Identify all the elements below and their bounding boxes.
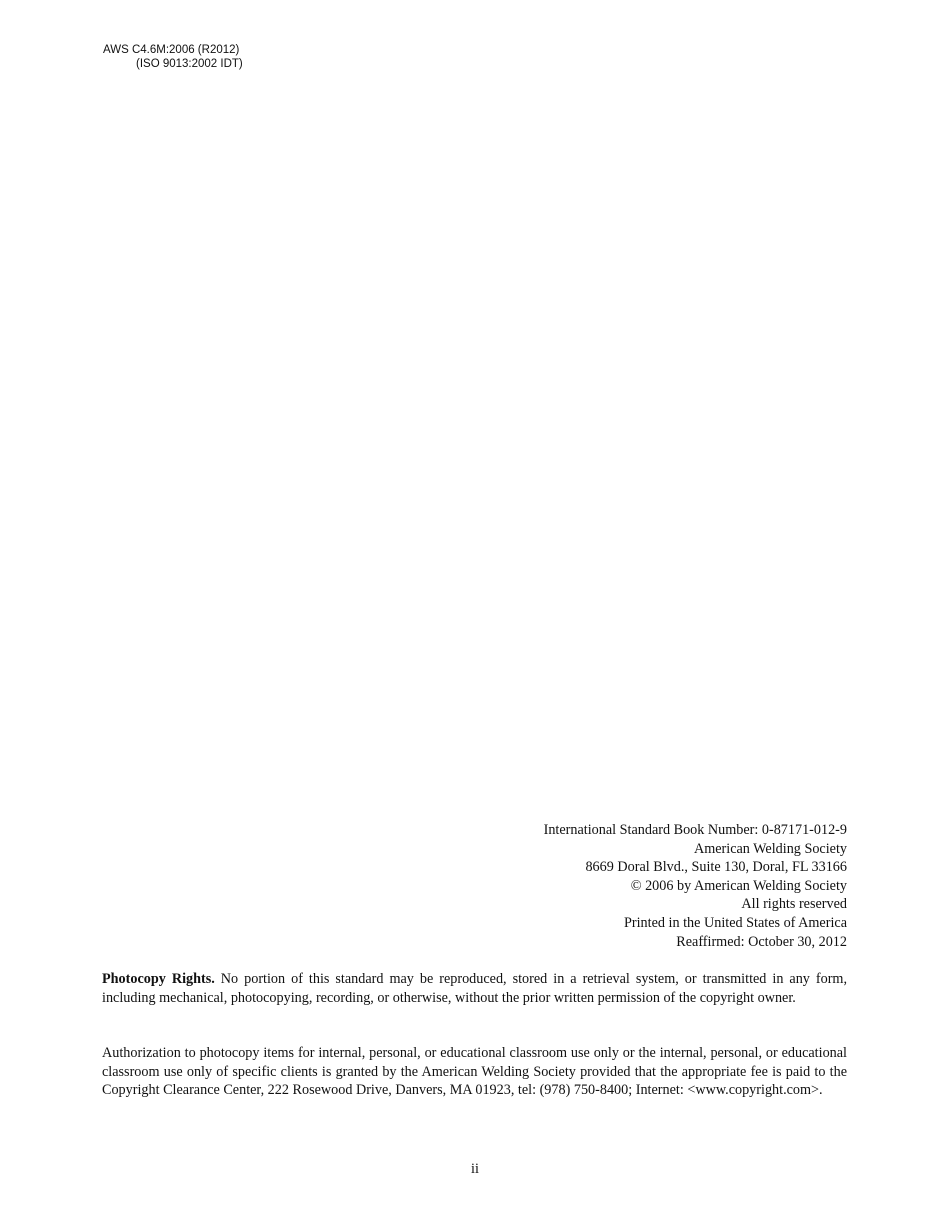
photocopy-rights-heading: Photocopy Rights.	[102, 971, 215, 987]
page-number: ii	[471, 1161, 479, 1177]
reaffirmed-line: Reaffirmed: October 30, 2012	[676, 933, 847, 950]
photocopy-rights-text: No portion of this standard may be reproduced, stored in a retrieval system, or transmitted in any form, including mechanical, photocopying, recording, or otherwise, without the prior written permission of the copyright owner.	[102, 971, 848, 1006]
printed-line: Printed in the United States of America	[623, 914, 847, 931]
publisher-line: American Welding Society	[693, 840, 847, 857]
photocopy-rights-paragraph	[102, 970, 847, 1007]
copyright-line: © 2006 by American Welding Society	[630, 877, 847, 894]
address-line: 8669 Doral Blvd., Suite 130, Doral, FL 33166	[585, 859, 847, 876]
isbn-line: International Standard Book Number: 0-87171-012-9	[543, 822, 847, 838]
rights-line: All rights reserved	[741, 896, 847, 913]
authorization-paragraph: Authorization to photocopy items for internal, personal, or educational classroom use only or the internal, personal, or educational classroom use only of specific clients is granted by the American Welding Society provided that the appropriate fee is paid to the Copyright Clearance Center, 222 Rosewood Drive, Danvers, MA 01923, tel: (978) 750-8400; Internet: <www.copyright.com>.	[102, 1045, 847, 1099]
iso-reference: (ISO 9013:2002 IDT)	[136, 58, 243, 70]
running-header	[103, 43, 243, 71]
publication-info	[544, 821, 847, 951]
standard-designation: AWS C4.6M:2006 (R2012)	[103, 44, 240, 56]
